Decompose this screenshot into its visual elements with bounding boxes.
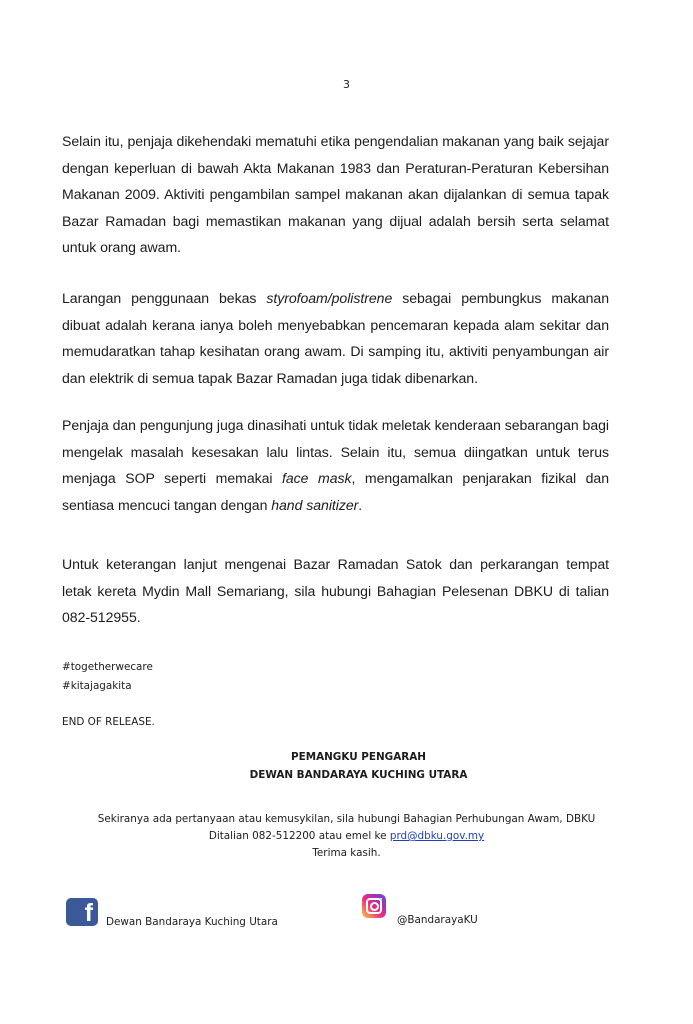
facebook-label[interactable]: Dewan Bandaraya Kuching Utara [106, 916, 278, 928]
paragraph-text: . [358, 496, 363, 513]
facebook-icon[interactable] [66, 898, 98, 926]
paragraph-text: Penjaja dan pengunjung juga dinasihati untuk tidak meletak kenderaan sebarangan bagi mengelak masalah kesesakan lalu lintas. Selain itu, semua diingatkan untuk terus menjaga SOP seperti memakai [62, 417, 609, 487]
paragraph-text: sebagai pembungkus makanan dibuat adalah kerana ianya boleh menyebabkan pencemaran kepada alam sekitar dan memudaratkan tahap kesihatan orang awam. Di samping itu, aktiviti penyambungan air dan elektrik di semua tapak Bazar Ramadan juga tidak dibenarkan. [62, 290, 610, 386]
italic-term: face mask [282, 470, 352, 487]
paragraph-further-info [62, 551, 609, 631]
paragraph-styrofoam-ban [62, 285, 609, 391]
email-link[interactable]: prd@dbku.gov.my [389, 830, 485, 842]
hashtags [62, 658, 153, 696]
instagram-icon[interactable] [362, 894, 386, 918]
hashtag: #kitajagakita [62, 680, 132, 692]
contact-phone-text: Ditalian 082-512200 atau emel ke [208, 830, 390, 842]
italic-term: hand sanitizer [271, 496, 359, 513]
hashtag: #togetherwecare [62, 661, 153, 673]
end-of-release: END OF RELEASE. [62, 716, 155, 728]
signature-title: PEMANGKU PENGARAH [291, 751, 426, 763]
thank-you: Terima kasih. [312, 847, 381, 859]
paragraph-food-handling [62, 128, 609, 261]
signature-organization: DEWAN BANDARAYA KUCHING UTARA [249, 769, 468, 781]
paragraph-text: Untuk keterangan lanjut mengenai Bazar Ramadan Satok dan perkarangan tempat letak kereta Mydin Mall Semariang, sila hubungi Bahagian Pelesenan DBKU di talian 082-512955. [62, 556, 609, 626]
paragraph-traffic-sop [62, 412, 609, 518]
instagram-link[interactable] [362, 896, 478, 926]
facebook-glyph: f [84, 899, 93, 927]
paragraph-text: Larangan penggunaan bekas [62, 290, 267, 306]
page-number: 3 [343, 78, 350, 91]
contact-line [0, 828, 693, 845]
instagram-label[interactable]: @BandarayaKU [397, 914, 478, 926]
paragraph-text: Selain itu, penjaja dikehendaki mematuhi etika pengendalian makanan yang baik sejajar dengan keperluan di bawah Akta Makanan 1983 dan Peraturan-Peraturan Kebersihan Makanan 2009. Aktiviti pengambilan sampel makanan akan dijalankan di semua tapak Bazar Ramadan bagi memastikan makanan yang dijual adalah bersih serta selamat untuk orang awam. [62, 133, 609, 256]
contact-block [0, 811, 693, 862]
signature-block [0, 748, 693, 784]
paragraph-text: , mengamalkan penjarakan fizikal dan sentiasa mencuci tangan dengan [62, 470, 610, 513]
facebook-link[interactable] [66, 896, 278, 928]
contact-line: Sekiranya ada pertanyaan atau kemusykilan, sila hubungi Bahagian Perhubungan Awam, DBKU [97, 813, 596, 825]
italic-term: styrofoam/polistrene [266, 290, 393, 306]
